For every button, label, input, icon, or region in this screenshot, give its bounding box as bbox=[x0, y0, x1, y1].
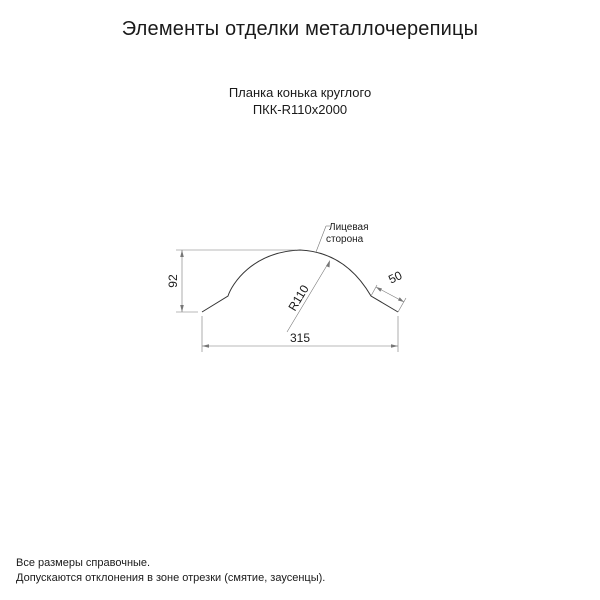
face-side-label-line2: сторона bbox=[326, 234, 364, 245]
face-side-label-line1: Лицевая bbox=[329, 222, 369, 233]
height-dimension-label: 92 bbox=[166, 274, 180, 288]
note-reference-dimensions: Все размеры справочные. bbox=[16, 557, 151, 569]
width-dimension-label: 315 bbox=[289, 331, 311, 345]
flange-dimension bbox=[371, 285, 406, 312]
note-cut-tolerance: Допускаются отклонения в зоне отрезки (смятие, заусенцы). bbox=[16, 572, 326, 584]
product-name: Планка конька круглого bbox=[228, 85, 372, 100]
page-title: Элементы отделки металлочерепицы bbox=[121, 18, 479, 40]
product-code: ПКК-R110х2000 bbox=[252, 102, 348, 117]
flange-dimension-label: 50 bbox=[386, 268, 405, 287]
radius-label: R110 bbox=[285, 282, 312, 314]
